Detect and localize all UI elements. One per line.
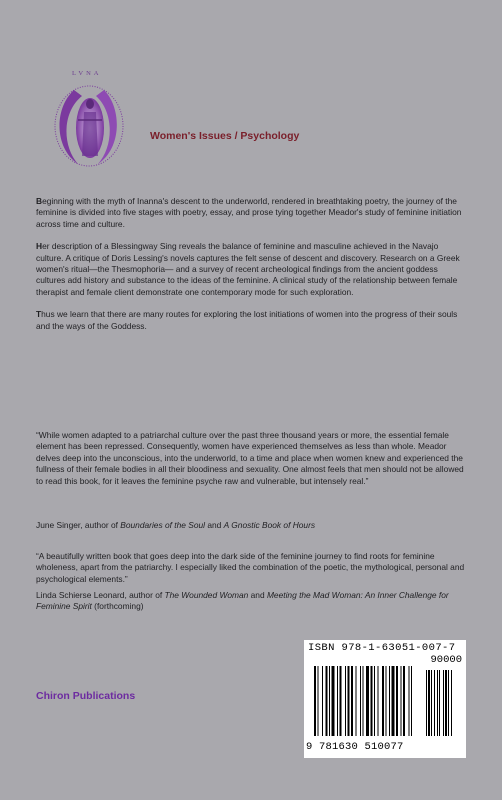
paragraph-2: Her description of a Blessingway Sing reveals the balance of feminine and masculine achieved in the Navajo culture. A critique of Doris Lessing's novels captures the felt sense of descent and discovery. Research on a Greek women's ritual—the Thesmophoria— and a survey of recent archeological findings from the ancient goddess cultures add history and substance to the ideas of the feminine. A clinical study of the relationship between female therapist and female client demonstrate one contemporary mode for such exploration.	[36, 241, 460, 297]
endorsement-quote-2: “A beautifully written book that goes deep into the dark side of the feminine journey to find roots for feminine wholeness, apart from the patriarchy. I especially liked the combination of the poetic, the mythological, personal and psychological elements.”	[36, 551, 465, 584]
description	[36, 196, 466, 343]
price-code: 90000	[430, 654, 462, 666]
paragraph-3: Thus we learn that there are many routes for exploring the lost initiations of women into the progress of their souls and the ways of the Goddess.	[36, 309, 458, 331]
ean-digits: 9 781630 510077	[306, 741, 404, 753]
logo-text: LVNA	[72, 70, 102, 77]
endorsement-attribution-2: Linda Schierse Leonard, author of The Wounded Woman and Meeting the Mad Woman: An Inner Challenge for Feminine Spirit (forthcoming)	[36, 590, 449, 612]
endorsement-attribution-1: June Singer, author of Boundaries of the Soul and A Gnostic Book of Hours	[36, 520, 316, 530]
isbn-text: ISBN 978-1-63051-007-7	[308, 642, 456, 654]
paragraph-1: Beginning with the myth of Inanna's descent to the underworld, rendered in breathtaking poetry, the journey of the feminine is divided into five stages with poetry, essay, and prose tying together Meador's study of feminine initiation across time and culture.	[36, 196, 462, 229]
category-heading: Women's Issues / Psychology	[150, 130, 300, 142]
publisher-name: Chiron Publications	[36, 690, 136, 702]
isbn-barcode	[304, 640, 466, 758]
endorsement-quote-1: “While women adapted to a patriarchal culture over the past three thousand years or more, the essential female element has been repressed. Consequently, women have experienced themselves as less than whole. Meador delves deep into the unconscious, into the underworld, to a time and place when women knew and experienced the fullness of their female bodies in all their bloodiness and sexuality. One almost feels that men should not be allowed to read this book, for it leaves the feminine psyche raw and vulnerable, but intensely real.”	[36, 430, 464, 486]
moon-goddess-logo-icon	[52, 68, 126, 172]
barcode-icon	[314, 666, 460, 740]
